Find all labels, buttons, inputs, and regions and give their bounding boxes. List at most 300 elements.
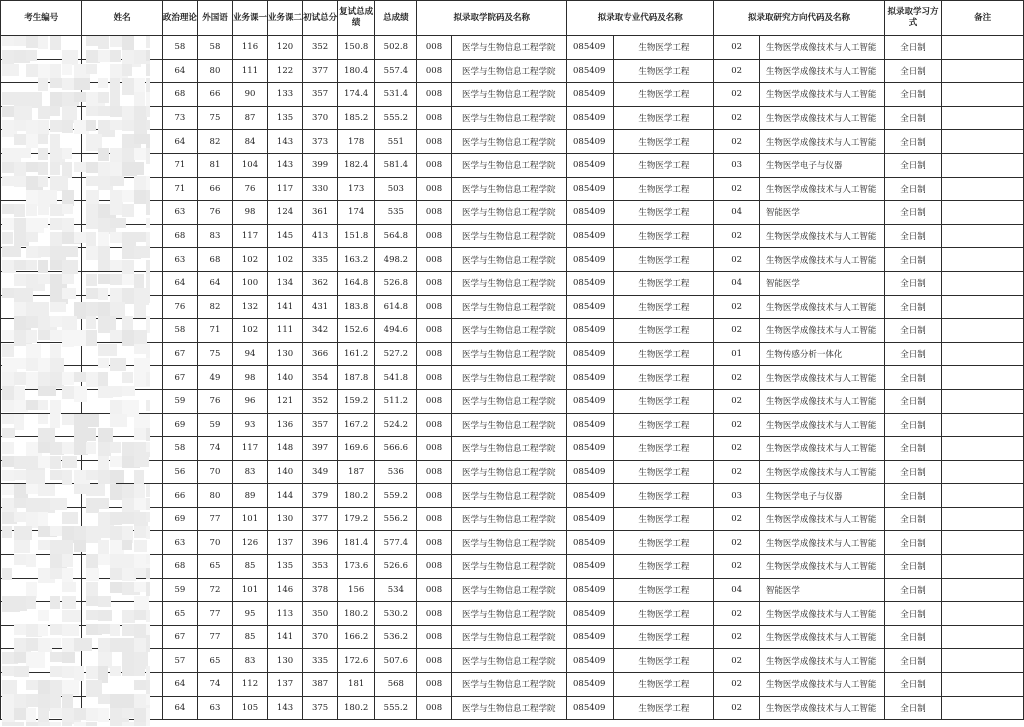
subject-two-score-cell: 124 [268, 201, 303, 225]
blur-block [38, 260, 48, 273]
blur-block [146, 582, 150, 596]
major-code-cell: 085409 [567, 413, 614, 437]
total-score-cell: 494.6 [375, 319, 417, 343]
direction-code-cell: 02 [714, 696, 759, 720]
direction-code-cell: 02 [714, 106, 759, 130]
note-cell [942, 437, 1024, 461]
major-code-cell: 085409 [567, 389, 614, 413]
header-row [1, 1, 1024, 36]
blur-block [146, 120, 150, 130]
header-major: 拟录取专业代码及名称 [567, 1, 714, 36]
blur-block [38, 610, 49, 621]
direction-name-cell: 生物医学成像技术与人工智能 [759, 673, 884, 697]
total-score-cell: 577.4 [375, 531, 417, 555]
major-code-cell: 085409 [567, 295, 614, 319]
school-name-cell: 医学与生物信息工程学院 [451, 319, 567, 343]
subject-two-score-cell: 130 [268, 507, 303, 531]
major-code-cell: 085409 [567, 36, 614, 60]
initial-total-cell: 352 [303, 389, 338, 413]
blur-block [74, 666, 84, 681]
direction-name-cell: 生物医学成像技术与人工智能 [759, 177, 884, 201]
note-cell [942, 177, 1024, 201]
foreign-score-cell: 82 [197, 130, 232, 154]
retest-total-cell: 187 [338, 460, 375, 484]
politics-score-cell: 65 [162, 602, 197, 626]
blur-block [62, 596, 76, 609]
blur-block [26, 330, 37, 343]
redacted-identity-columns [2, 36, 150, 726]
blur-block [134, 456, 149, 467]
blur-block [50, 722, 61, 726]
total-score-cell: 581.4 [375, 153, 417, 177]
subject-one-score-cell: 87 [232, 106, 267, 130]
blur-block [26, 554, 36, 567]
blur-block [2, 246, 21, 257]
table-row [1, 460, 1024, 484]
direction-name-cell: 生物医学成像技术与人工智能 [759, 366, 884, 390]
total-score-cell: 614.8 [375, 295, 417, 319]
major-code-cell: 085409 [567, 602, 614, 626]
initial-total-cell: 349 [303, 460, 338, 484]
subject-two-score-cell: 143 [268, 130, 303, 154]
table-row [1, 437, 1024, 461]
politics-score-cell: 59 [162, 578, 197, 602]
blur-block [50, 134, 60, 148]
blur-block [38, 134, 48, 144]
direction-code-cell: 02 [714, 602, 759, 626]
blur-block [2, 680, 17, 694]
direction-name-cell: 生物医学成像技术与人工智能 [759, 696, 884, 720]
note-cell [942, 130, 1024, 154]
blur-block [86, 568, 99, 581]
retest-total-cell: 152.6 [338, 319, 375, 343]
direction-name-cell: 生物医学成像技术与人工智能 [759, 36, 884, 60]
direction-code-cell: 02 [714, 507, 759, 531]
blur-block [50, 400, 61, 414]
initial-total-cell: 352 [303, 36, 338, 60]
blur-block [26, 134, 38, 148]
foreign-score-cell: 64 [197, 271, 232, 295]
retest-total-cell: 180.2 [338, 602, 375, 626]
foreign-score-cell: 65 [197, 555, 232, 579]
subject-two-score-cell: 136 [268, 413, 303, 437]
school-code-cell: 008 [417, 106, 451, 130]
major-code-cell: 085409 [567, 342, 614, 366]
subject-one-score-cell: 83 [232, 460, 267, 484]
table-row [1, 271, 1024, 295]
school-code-cell: 008 [417, 649, 451, 673]
major-name-cell: 生物医学工程 [614, 696, 714, 720]
blur-block [2, 176, 14, 186]
school-name-cell: 医学与生物信息工程学院 [451, 625, 567, 649]
major-code-cell: 085409 [567, 248, 614, 272]
blur-block [50, 456, 61, 469]
header-total-score: 总成绩 [375, 1, 417, 36]
blur-block [146, 526, 150, 539]
total-score-cell: 534 [375, 578, 417, 602]
subject-one-score-cell: 105 [232, 696, 267, 720]
note-cell [942, 59, 1024, 83]
major-code-cell: 085409 [567, 130, 614, 154]
initial-total-cell: 335 [303, 248, 338, 272]
direction-code-cell: 02 [714, 413, 759, 437]
foreign-score-cell: 77 [197, 625, 232, 649]
school-code-cell: 008 [417, 484, 451, 508]
study-mode-cell: 全日制 [884, 130, 942, 154]
direction-name-cell: 智能医学 [759, 271, 884, 295]
school-name-cell: 医学与生物信息工程学院 [451, 224, 567, 248]
direction-name-cell: 生物医学电子与仪器 [759, 484, 884, 508]
subject-one-score-cell: 116 [232, 36, 267, 60]
major-name-cell: 生物医学工程 [614, 295, 714, 319]
total-score-cell: 536.2 [375, 625, 417, 649]
blur-block [26, 694, 38, 707]
retest-total-cell: 185.2 [338, 106, 375, 130]
note-cell [942, 342, 1024, 366]
initial-total-cell: 366 [303, 342, 338, 366]
blur-block [38, 78, 48, 91]
politics-score-cell: 64 [162, 673, 197, 697]
subject-two-score-cell: 102 [268, 248, 303, 272]
blur-block [50, 106, 60, 116]
retest-total-cell: 174.4 [338, 83, 375, 107]
blur-block [38, 400, 48, 410]
study-mode-cell: 全日制 [884, 106, 942, 130]
blur-block [74, 78, 90, 90]
blur-block [38, 36, 48, 49]
total-score-cell: 536 [375, 460, 417, 484]
foreign-score-cell: 80 [197, 59, 232, 83]
politics-score-cell: 68 [162, 224, 197, 248]
subject-one-score-cell: 94 [232, 342, 267, 366]
blur-block [14, 414, 24, 430]
study-mode-cell: 全日制 [884, 625, 942, 649]
blur-block [146, 568, 150, 579]
initial-total-cell: 370 [303, 106, 338, 130]
table-row [1, 342, 1024, 366]
subject-two-score-cell: 143 [268, 153, 303, 177]
politics-score-cell: 73 [162, 106, 197, 130]
school-name-cell: 医学与生物信息工程学院 [451, 673, 567, 697]
blur-block [146, 442, 150, 452]
subject-one-score-cell: 76 [232, 177, 267, 201]
major-name-cell: 生物医学工程 [614, 248, 714, 272]
major-name-cell: 生物医学工程 [614, 342, 714, 366]
initial-total-cell: 377 [303, 507, 338, 531]
retest-total-cell: 179.2 [338, 507, 375, 531]
direction-code-cell: 04 [714, 578, 759, 602]
direction-code-cell: 02 [714, 177, 759, 201]
major-name-cell: 生物医学工程 [614, 153, 714, 177]
politics-score-cell: 64 [162, 271, 197, 295]
direction-code-cell: 02 [714, 649, 759, 673]
blur-block [26, 596, 36, 609]
retest-total-cell: 178 [338, 130, 375, 154]
total-score-cell: 541.8 [375, 366, 417, 390]
blur-block [146, 708, 150, 722]
direction-name-cell: 生物医学成像技术与人工智能 [759, 130, 884, 154]
politics-score-cell: 76 [162, 295, 197, 319]
major-code-cell: 085409 [567, 649, 614, 673]
initial-total-cell: 370 [303, 625, 338, 649]
blur-block [2, 232, 13, 244]
blur-block [38, 148, 48, 160]
table-row [1, 153, 1024, 177]
direction-code-cell: 02 [714, 673, 759, 697]
school-code-cell: 008 [417, 319, 451, 343]
foreign-score-cell: 63 [197, 696, 232, 720]
subject-two-score-cell: 121 [268, 389, 303, 413]
note-cell [942, 673, 1024, 697]
total-score-cell: 557.4 [375, 59, 417, 83]
note-cell [942, 602, 1024, 626]
blur-block [86, 428, 96, 441]
total-score-cell: 568 [375, 673, 417, 697]
blur-block [50, 414, 60, 428]
blur-block [14, 386, 25, 401]
header-research-direction: 拟录取研究方向代码及名称 [714, 1, 884, 36]
header-politics: 政治理论 [162, 1, 197, 36]
subject-one-score-cell: 98 [232, 366, 267, 390]
politics-score-cell: 58 [162, 36, 197, 60]
foreign-score-cell: 58 [197, 36, 232, 60]
study-mode-cell: 全日制 [884, 413, 942, 437]
blur-block [14, 526, 32, 540]
blur-block [146, 722, 150, 726]
major-name-cell: 生物医学工程 [614, 130, 714, 154]
blur-block [26, 204, 37, 216]
school-name-cell: 医学与生物信息工程学院 [451, 649, 567, 673]
foreign-score-cell: 65 [197, 649, 232, 673]
politics-score-cell: 71 [162, 153, 197, 177]
subject-two-score-cell: 140 [268, 460, 303, 484]
blur-block [74, 638, 92, 651]
note-cell [942, 201, 1024, 225]
subject-one-score-cell: 100 [232, 271, 267, 295]
major-name-cell: 生物医学工程 [614, 460, 714, 484]
initial-total-cell: 396 [303, 531, 338, 555]
blur-block [122, 204, 134, 217]
blur-block [110, 414, 127, 427]
subject-one-score-cell: 102 [232, 248, 267, 272]
foreign-score-cell: 49 [197, 366, 232, 390]
direction-name-cell: 生物医学成像技术与人工智能 [759, 531, 884, 555]
blur-block [2, 568, 12, 580]
blur-block [86, 274, 97, 286]
blur-block [98, 610, 112, 621]
blur-block [146, 218, 150, 228]
school-name-cell: 医学与生物信息工程学院 [451, 437, 567, 461]
blur-block [14, 666, 29, 677]
blur-block [62, 120, 73, 133]
note-cell [942, 413, 1024, 437]
blur-block [62, 204, 73, 214]
major-name-cell: 生物医学工程 [614, 83, 714, 107]
study-mode-cell: 全日制 [884, 201, 942, 225]
retest-total-cell: 161.2 [338, 342, 375, 366]
blur-block [2, 442, 14, 454]
subject-one-score-cell: 95 [232, 602, 267, 626]
major-name-cell: 生物医学工程 [614, 625, 714, 649]
blur-block [146, 372, 150, 386]
note-cell [942, 271, 1024, 295]
politics-score-cell: 64 [162, 130, 197, 154]
total-score-cell: 555.2 [375, 696, 417, 720]
subject-one-score-cell: 102 [232, 319, 267, 343]
study-mode-cell: 全日制 [884, 36, 942, 60]
table-row [1, 649, 1024, 673]
direction-name-cell: 智能医学 [759, 201, 884, 225]
major-name-cell: 生物医学工程 [614, 177, 714, 201]
study-mode-cell: 全日制 [884, 319, 942, 343]
total-score-cell: 530.2 [375, 602, 417, 626]
blur-block [86, 582, 98, 597]
total-score-cell: 535 [375, 201, 417, 225]
blur-block [110, 218, 126, 228]
table-row [1, 578, 1024, 602]
study-mode-cell: 全日制 [884, 484, 942, 508]
direction-code-cell: 02 [714, 625, 759, 649]
retest-total-cell: 167.2 [338, 413, 375, 437]
blur-block [38, 624, 48, 636]
table-row [1, 507, 1024, 531]
subject-two-score-cell: 117 [268, 177, 303, 201]
blur-block [110, 624, 120, 636]
major-code-cell: 085409 [567, 578, 614, 602]
foreign-score-cell: 77 [197, 602, 232, 626]
total-score-cell: 507.6 [375, 649, 417, 673]
table-row [1, 389, 1024, 413]
blur-block [134, 246, 150, 258]
blur-block [74, 386, 87, 402]
direction-name-cell: 生物医学成像技术与人工智能 [759, 295, 884, 319]
foreign-score-cell: 68 [197, 248, 232, 272]
direction-code-cell: 04 [714, 271, 759, 295]
blur-block [62, 722, 72, 726]
major-name-cell: 生物医学工程 [614, 413, 714, 437]
blur-block [50, 302, 66, 312]
blur-block [122, 36, 134, 50]
direction-code-cell: 02 [714, 36, 759, 60]
blur-block [122, 316, 133, 330]
header-initial-total: 初试总分 [303, 1, 338, 36]
foreign-score-cell: 70 [197, 531, 232, 555]
subject-two-score-cell: 134 [268, 271, 303, 295]
major-name-cell: 生物医学工程 [614, 437, 714, 461]
blur-block [134, 162, 144, 175]
blur-block [26, 232, 38, 242]
subject-two-score-cell: 120 [268, 36, 303, 60]
major-code-cell: 085409 [567, 366, 614, 390]
subject-one-score-cell: 85 [232, 555, 267, 579]
table-row [1, 36, 1024, 60]
table-row [1, 484, 1024, 508]
direction-code-cell: 02 [714, 366, 759, 390]
initial-total-cell: 330 [303, 177, 338, 201]
blur-block [38, 414, 48, 424]
major-name-cell: 生物医学工程 [614, 59, 714, 83]
total-score-cell: 526.8 [375, 271, 417, 295]
note-cell [942, 484, 1024, 508]
blur-block [86, 442, 96, 454]
subject-one-score-cell: 117 [232, 437, 267, 461]
blur-block [74, 540, 86, 552]
study-mode-cell: 全日制 [884, 271, 942, 295]
table-row [1, 696, 1024, 720]
header-retest-total: 复试总成绩 [338, 1, 375, 36]
blur-block [26, 470, 45, 484]
total-score-cell: 566.6 [375, 437, 417, 461]
school-name-cell: 医学与生物信息工程学院 [451, 201, 567, 225]
table-row [1, 83, 1024, 107]
school-name-cell: 医学与生物信息工程学院 [451, 271, 567, 295]
blur-block [38, 218, 48, 228]
major-code-cell: 085409 [567, 460, 614, 484]
direction-name-cell: 生物医学成像技术与人工智能 [759, 248, 884, 272]
school-code-cell: 008 [417, 271, 451, 295]
subject-two-score-cell: 145 [268, 224, 303, 248]
blur-block [62, 330, 74, 347]
retest-total-cell: 164.8 [338, 271, 375, 295]
note-cell [942, 295, 1024, 319]
total-score-cell: 498.2 [375, 248, 417, 272]
blur-block [122, 372, 133, 383]
header-school: 拟录取学院码及名称 [417, 1, 567, 36]
blur-block [38, 484, 55, 496]
retest-total-cell: 156 [338, 578, 375, 602]
blur-block [14, 722, 24, 726]
direction-name-cell: 生物医学成像技术与人工智能 [759, 83, 884, 107]
blur-block [86, 120, 96, 131]
blur-block [14, 470, 26, 480]
subject-two-score-cell: 113 [268, 602, 303, 626]
school-code-cell: 008 [417, 36, 451, 60]
major-code-cell: 085409 [567, 201, 614, 225]
blur-block [98, 708, 109, 722]
subject-two-score-cell: 148 [268, 437, 303, 461]
study-mode-cell: 全日制 [884, 59, 942, 83]
header-subject-two: 业务课二 [268, 1, 303, 36]
note-cell [942, 153, 1024, 177]
blur-block [122, 540, 132, 550]
initial-total-cell: 379 [303, 484, 338, 508]
school-name-cell: 医学与生物信息工程学院 [451, 578, 567, 602]
major-code-cell: 085409 [567, 106, 614, 130]
subject-one-score-cell: 90 [232, 83, 267, 107]
blur-block [62, 316, 77, 330]
blur-block [14, 162, 26, 177]
blur-block [110, 666, 121, 676]
politics-score-cell: 56 [162, 460, 197, 484]
direction-name-cell: 生物医学成像技术与人工智能 [759, 602, 884, 626]
blur-block [62, 582, 76, 592]
study-mode-cell: 全日制 [884, 507, 942, 531]
blur-block [62, 554, 73, 567]
blur-block [38, 106, 50, 119]
blur-block [86, 708, 98, 721]
study-mode-cell: 全日制 [884, 555, 942, 579]
blur-block [110, 274, 122, 285]
note-cell [942, 319, 1024, 343]
major-name-cell: 生物医学工程 [614, 366, 714, 390]
blur-block [86, 722, 97, 726]
retest-total-cell: 180.2 [338, 696, 375, 720]
foreign-score-cell: 66 [197, 83, 232, 107]
major-code-cell: 085409 [567, 83, 614, 107]
study-mode-cell: 全日制 [884, 389, 942, 413]
school-name-cell: 医学与生物信息工程学院 [451, 366, 567, 390]
blur-block [62, 568, 73, 582]
